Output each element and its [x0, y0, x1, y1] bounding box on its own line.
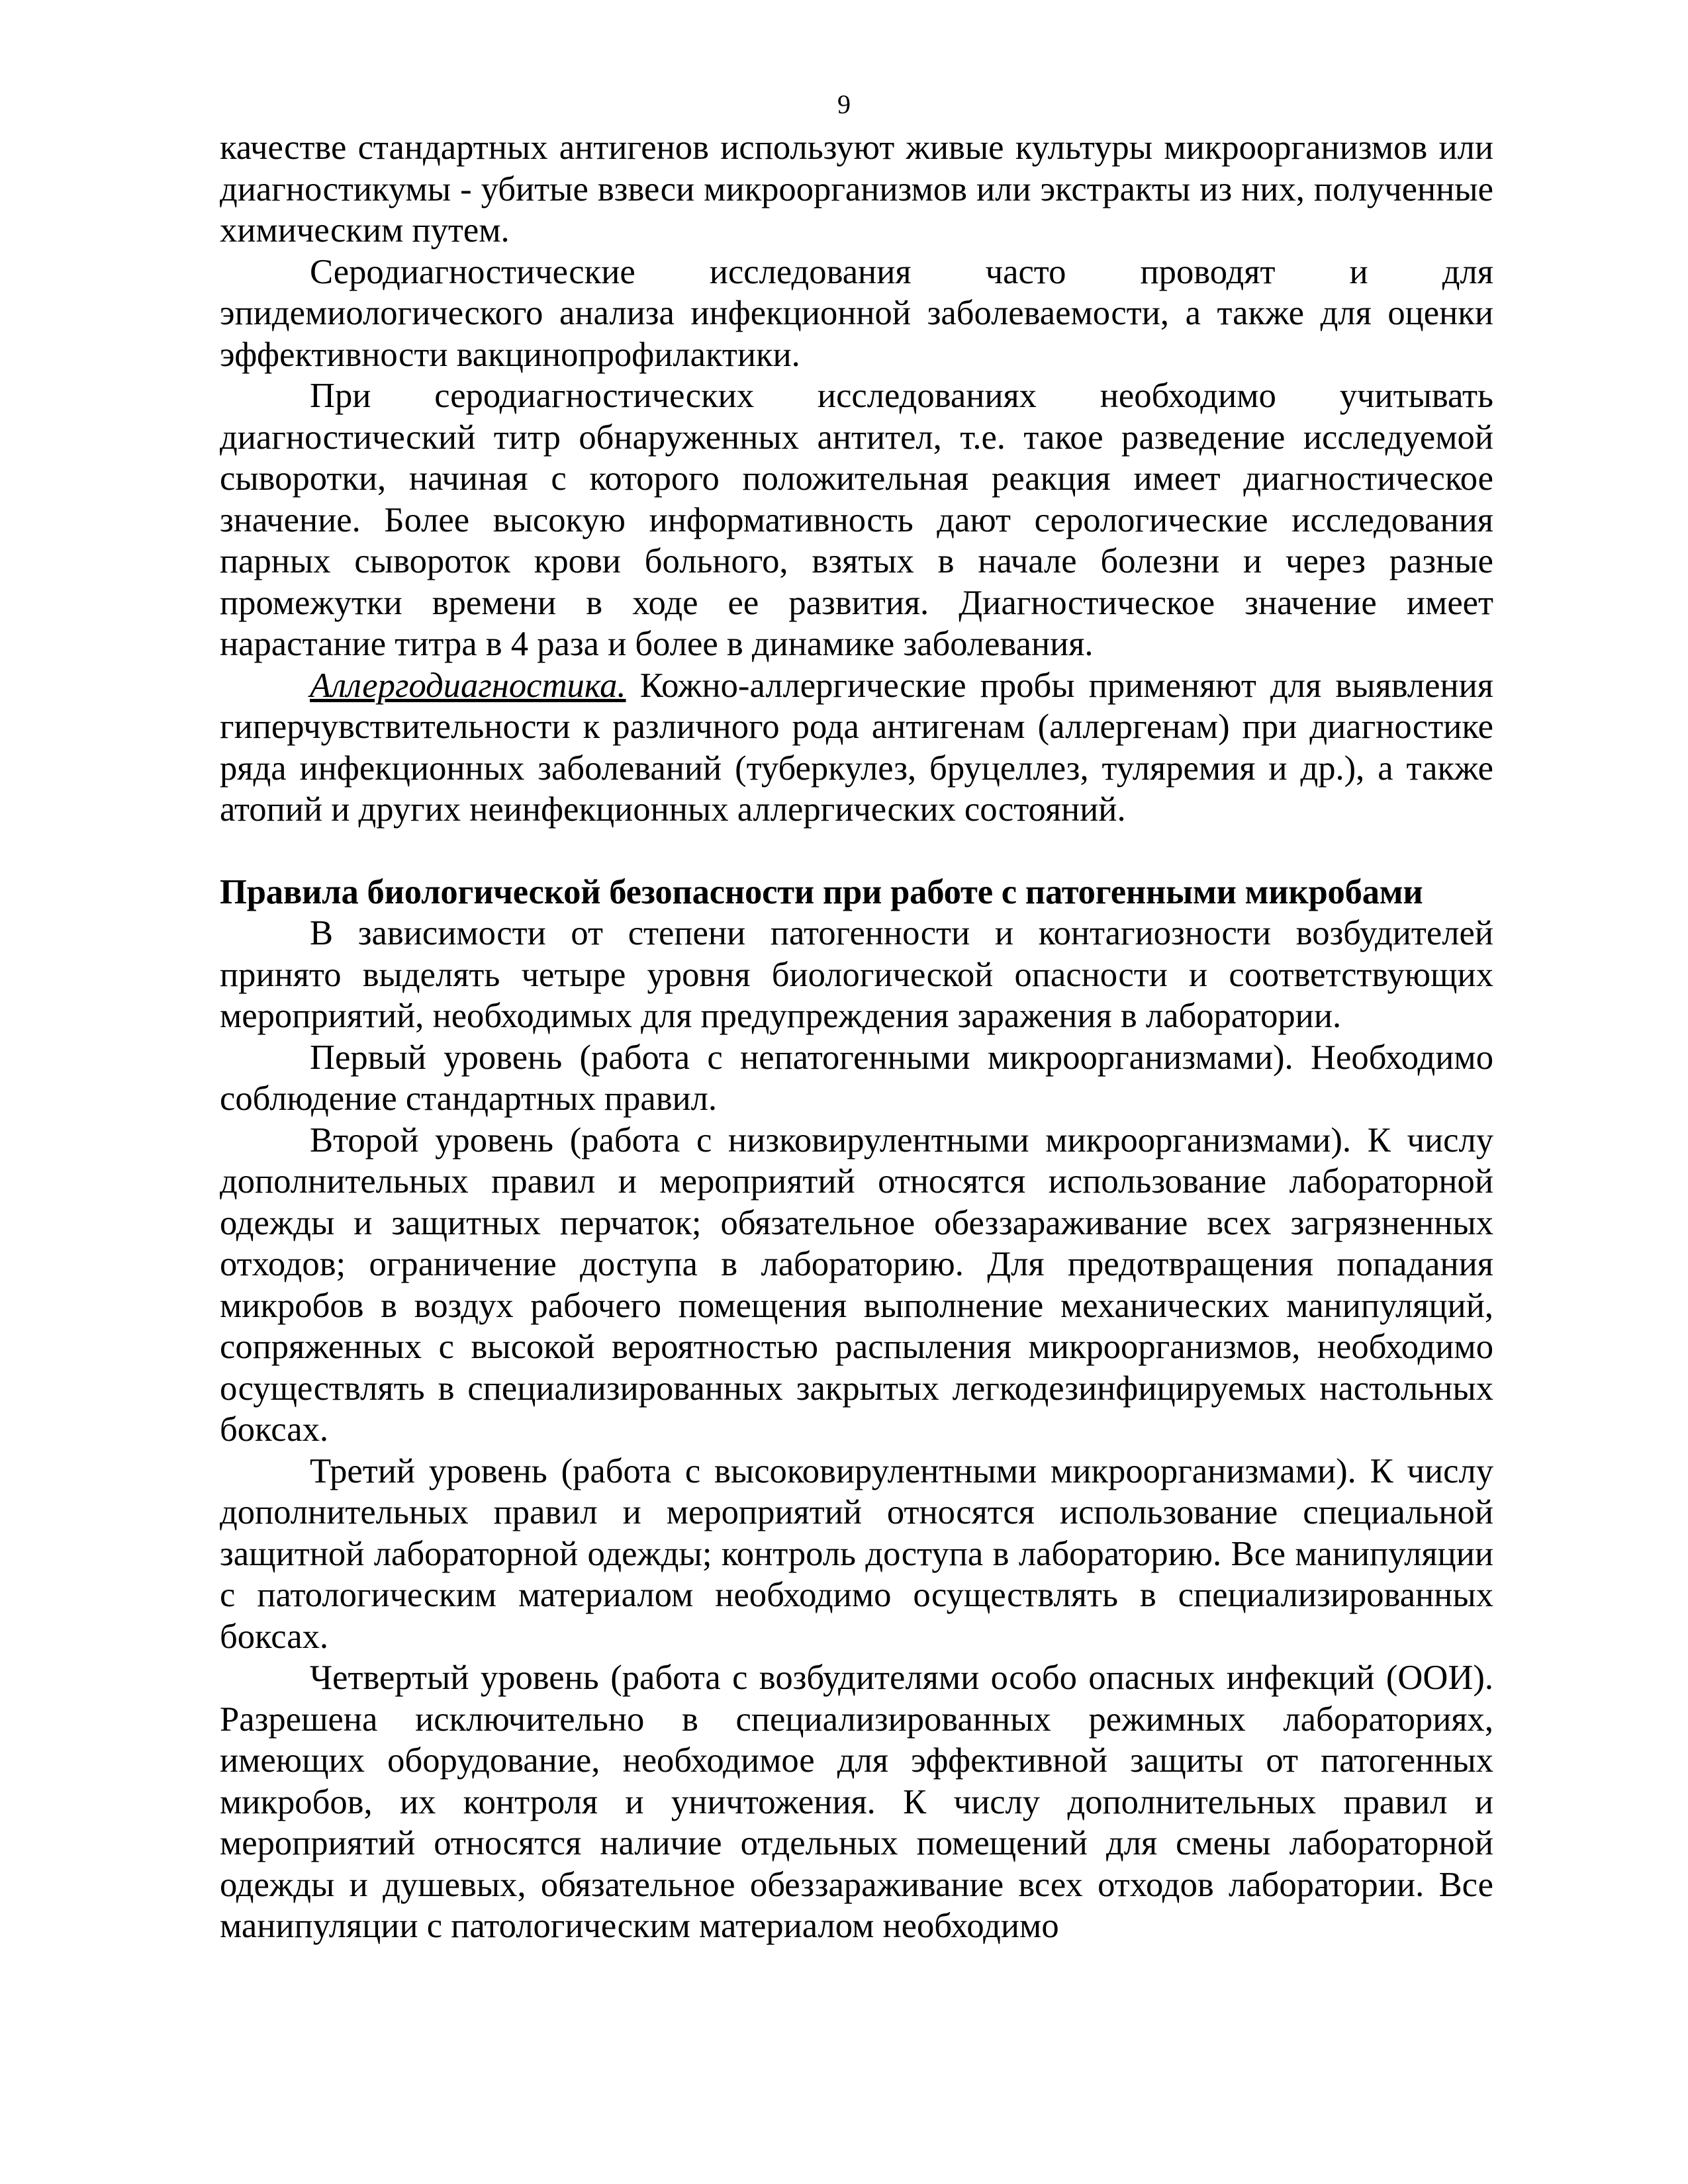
paragraph-level-one: Первый уровень (работа с непатогенными микроорганизмами). Необходимо соблюдение стандартных правил.	[220, 1038, 1493, 1118]
paragraph-diagnostic-titer: При серодиагностических исследованиях необходимо учитывать диагностический титр обнаруженных антител, т.е. такое разведение исследуемой сыворотки, начиная с которого положительная реакция имеет диагностическое значение. Более высокую информативность дают серологические исследования парных сывороток крови больного, взятых в начале болезни и через разные промежутки времени в ходе ее развития. Диагностическое значение имеет нарастание титра в 4 раза и более в динамике заболевания.	[220, 377, 1493, 663]
paragraph-level-three: Третий уровень (работа с высоковирулентными микроорганизмами). К числу дополнительных правил и мероприятий относятся использование специальной защитной лабораторной одежды; контроль доступа в лабораторию. Все манипуляции с патологическим материалом необходимо осуществлять в специализированных боксах.	[220, 1451, 1493, 1656]
page-number: 9	[837, 89, 851, 119]
section-title: Правила биологической безопасности при работе с патогенными микробами	[220, 872, 1423, 911]
term-allergodiagnostics: Аллергодиагностика.	[310, 666, 626, 705]
allergodiagnostics-text: Кожно-аллергические пробы применяют для выявления гиперчувствительности к различного рода антигенам (аллергенам) при диагностике ряда инфекционных заболеваний (туберкулез, бруцеллез, туляремия и др.), а также атопий и других неинфекционных аллергических состояний.	[220, 666, 1493, 829]
paragraph-serodiagnostics-epidemiology: Серодиагностические исследования часто проводят и для эпидемиологического анализа инфекционной заболеваемости, а также для оценки эффективности вакцинопрофилактики.	[220, 252, 1493, 374]
paragraph-allergodiagnostics	[220, 665, 1493, 831]
paragraph-biosafety-levels-intro: В зависимости от степени патогенности и контагиозности возбудителей принято выделять четыре уровня биологической опасности и соответствующих мероприятий, необходимых для предупреждения заражения в лаборатории.	[220, 914, 1493, 1035]
page-content	[220, 127, 1493, 1947]
paragraph-level-four: Четвертый уровень (работа с возбудителями особо опасных инфекций (ООИ). Разрешена исключительно в специализированных режимных лабораториях, имеющих оборудование, необходимое для эффективной защиты от патогенных микробов, их контроля и уничтожения. К числу дополнительных правил и мероприятий относятся наличие отдельных помещений для смены лабораторной одежды и душевых, обязательное обеззараживание всех отходов лаборатории. Все манипуляции с патологическим материалом необходимо	[220, 1659, 1493, 1945]
paragraph-antigens: качестве стандартных антигенов используют живые культуры микроорганизмов или диагностикумы - убитые взвеси микроорганизмов или экстракты из них, полученные химическим путем.	[220, 128, 1493, 250]
paragraph-level-two: Второй уровень (работа с низковирулентными микроорганизмами). К числу дополнительных правил и мероприятий относятся использование лабораторной одежды и защитных перчаток; обязательное обеззараживание всех загрязненных отходов; ограничение доступа в лабораторию. Для предотвращения попадания микробов в воздух рабочего помещения выполнение механических манипуляций, сопряженных с высокой вероятностью распыления микроорганизмов, необходимо осуществлять в специализированных закрытых легкодезинфицируемых настольных боксах.	[220, 1120, 1493, 1449]
